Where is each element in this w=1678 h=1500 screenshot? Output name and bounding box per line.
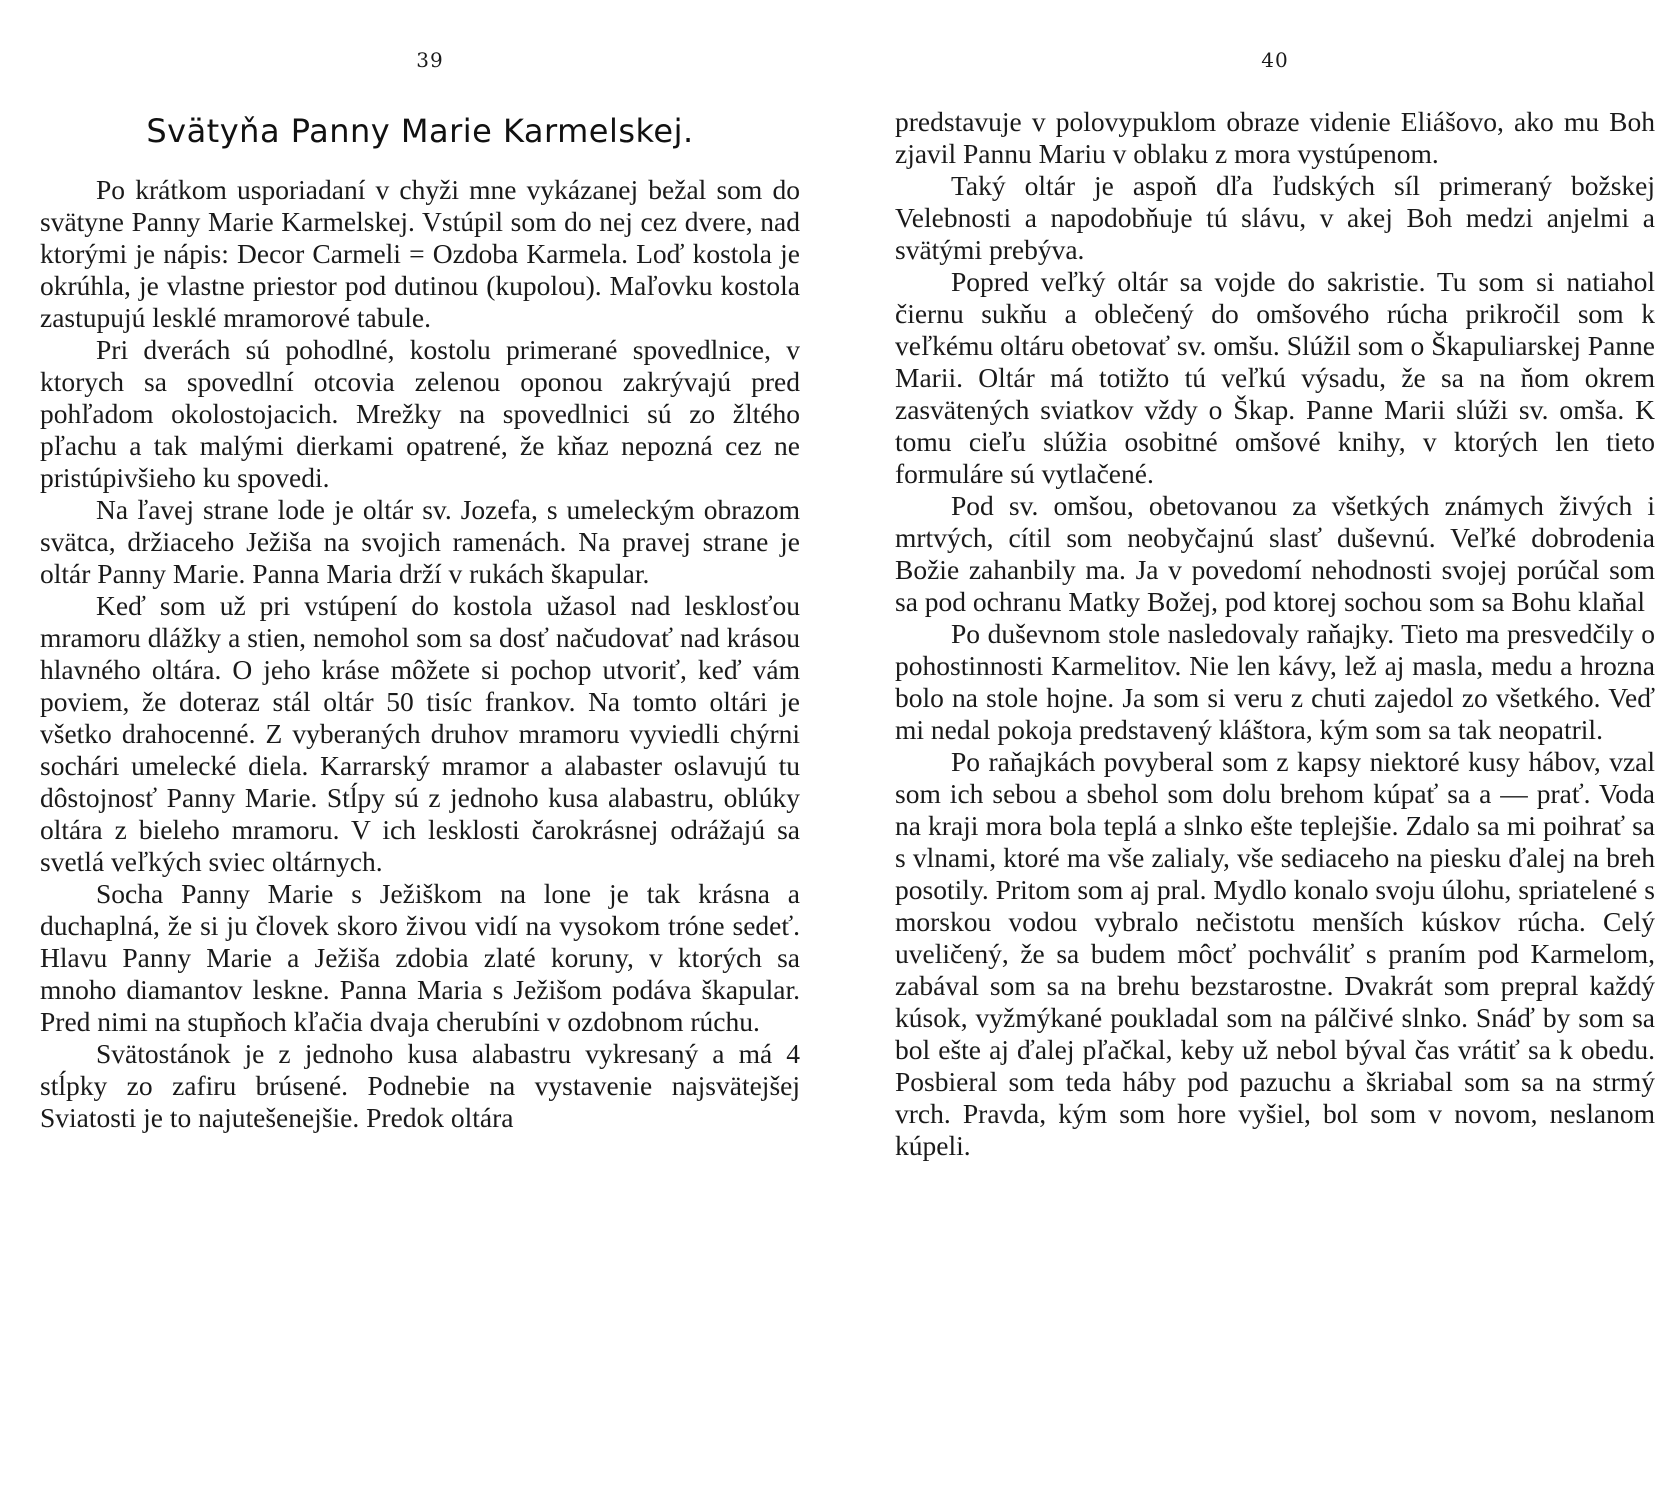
paragraph: Socha Panny Marie s Ježiškom na lone je tak krásna a duchaplná, že si ju človek skoro živou vidí na vysokom tróne sedeť. Hlavu Panny Marie a Ježiša zdobia zlaté koruny, v ktorých sa mnoho diamantov leskne. Panna Maria s Ježišom podáva škapular. Pred nimi na stupňoch kľačia dvaja cherubíni v ozdobnom rúchu. (40, 878, 800, 1037)
right-page (895, 0, 1655, 1500)
paragraph: Taký oltár je aspoň dľa ľudských síl primeraný božskej Velebnosti a napodobňuje tú slávu, v akej Boh medzi anjelmi a svätými prebýva. (895, 170, 1655, 265)
paragraph: Pri dverách sú pohodlné, kostolu primerané spovedlnice, v ktorych sa spovedlní otcovia zelenou oponou zakrývajú pred pohľadom okolostojacich. Mrežky na spovedlnici sú zo žltého pľachu a tak malými dierkami opatrené, že kňaz nepozná cez ne pristúpivšieho ku spovedi. (40, 334, 800, 493)
paragraph-continuation: predstavuje v polovypuklom obraze videnie Eliášovo, ako mu Boh zjavil Pannu Mariu v oblaku z mora vystúpenom. (895, 106, 1655, 169)
page-number-right: 40 (1261, 48, 1289, 72)
paragraph: Po duševnom stole nasledovaly raňajky. Tieto ma presvedčily o pohostinnosti Karmelitov. Nie len kávy, lež aj masla, medu a hrozna bolo na stole hojne. Ja som si veru z chuti zajedol zo všetkého. Veď mi nedal pokoja predstavený kláštora, kým som sa tak neopatril. (895, 618, 1655, 745)
paragraph: Po krátkom usporiadaní v chyži mne vykázanej bežal som do svätyne Panny Marie Karmelskej. Vstúpil som do nej cez dvere, nad ktorými je nápis: Decor Carmeli = Ozdoba Karmela. Loď kostola je okrúhla, je vlastne priestor pod dutinou (kupolou). Maľovku kostola zastupujú lesklé mramorové tabule. (40, 174, 800, 333)
paragraph: Popred veľký oltár sa vojde do sakristie. Tu som si natiahol čiernu sukňu a oblečený do omšového rúcha prikročil som k veľkému oltáru obetovať sv. omšu. Slúžil som o Škapuliarskej Panne Marii. Oltár má totižto tú veľkú výsadu, že sa na ňom okrem zasvätených sviatkov vždy o Škap. Panne Marii slúži sv. omša. K tomu cieľu slúžia osobitné omšové knihy, v ktorých len tieto formuláre sú vytlačené. (895, 266, 1655, 489)
left-page (40, 0, 800, 1500)
chapter-title: Svätyňa Panny Marie Karmelskej. (146, 112, 694, 150)
right-page-body (895, 106, 1655, 1162)
paragraph: Na ľavej strane lode je oltár sv. Jozefa, s umeleckým obrazom svätca, držiaceho Ježiša na svojich ramenách. Na pravej strane je oltár Panny Marie. Panna Maria drží v rukách škapular. (40, 494, 800, 589)
page-number-left: 39 (416, 48, 444, 72)
paragraph: Pod sv. omšou, obetovanou za všetkých známych živých i mrtvých, cítil som neobyčajnú slasť duševnú. Veľké dobrodenia Božie zahanbily ma. Ja v povedomí nehodnosti svojej porúčal som sa pod ochranu Matky Božej, pod ktorej sochou som sa Bohu klaňal (895, 490, 1655, 617)
paragraph: Svätostánok je z jednoho kusa alabastru vykresaný a má 4 stĺpky zo zafiru brúsené. Podnebie na vystavenie najsvätejšej Sviatosti je to najutešenejšie. Predok oltára (40, 1038, 800, 1133)
left-page-body (40, 174, 800, 1134)
paragraph: Po raňajkách povyberal som z kapsy niektoré kusy hábov, vzal som ich sebou a sbehol som dolu brehom kúpať sa a — prať. Voda na kraji mora bola teplá a slnko ešte teplejšie. Zdalo sa mi poihrať sa s vlnami, ktoré ma vše zalialy, vše sediaceho na piesku ďalej na breh posotily. Pritom som aj pral. Mydlo konalo svoju úlohu, spriatelené s morskou vodou vybralo nečistotu menších kúskov rúcha. Celý uveličený, že sa budem môcť pochváliť s praním pod Karmelom, zabával som sa na brehu bezstarostne. Dvakrát som prepral každý kúsok, vyžmýkané poukladal som na pálčivé slnko. Snáď by som sa bol ešte aj ďalej pľačkal, keby už nebol býval čas vrátiť sa k obedu. Posbieral som teda háby pod pazuchu a škriabal som sa na strmý vrch. Pravda, kým som hore vyšiel, bol som v novom, neslanom kúpeli. (895, 746, 1655, 1161)
paragraph: Keď som už pri vstúpení do kostola užasol nad lesklosťou mramoru dlážky a stien, nemohol som sa dosť načudovať nad krásou hlavného oltára. O jeho kráse môžete si pochop utvoriť, keď vám poviem, že doteraz stál oltár 50 tisíc frankov. Na tomto oltári je všetko drahocenné. Z vyberaných druhov mramoru vyviedli chýrni sochári umelecké diela. Karrarský mramor a alabaster oslavujú tu dôstojnosť Panny Marie. Stĺpy sú z jednoho kusa alabastru, oblúky oltára z bieleho mramoru. V ich lesklosti čarokrásnej odrážajú sa svetlá veľkých sviec oltárnych. (40, 590, 800, 877)
